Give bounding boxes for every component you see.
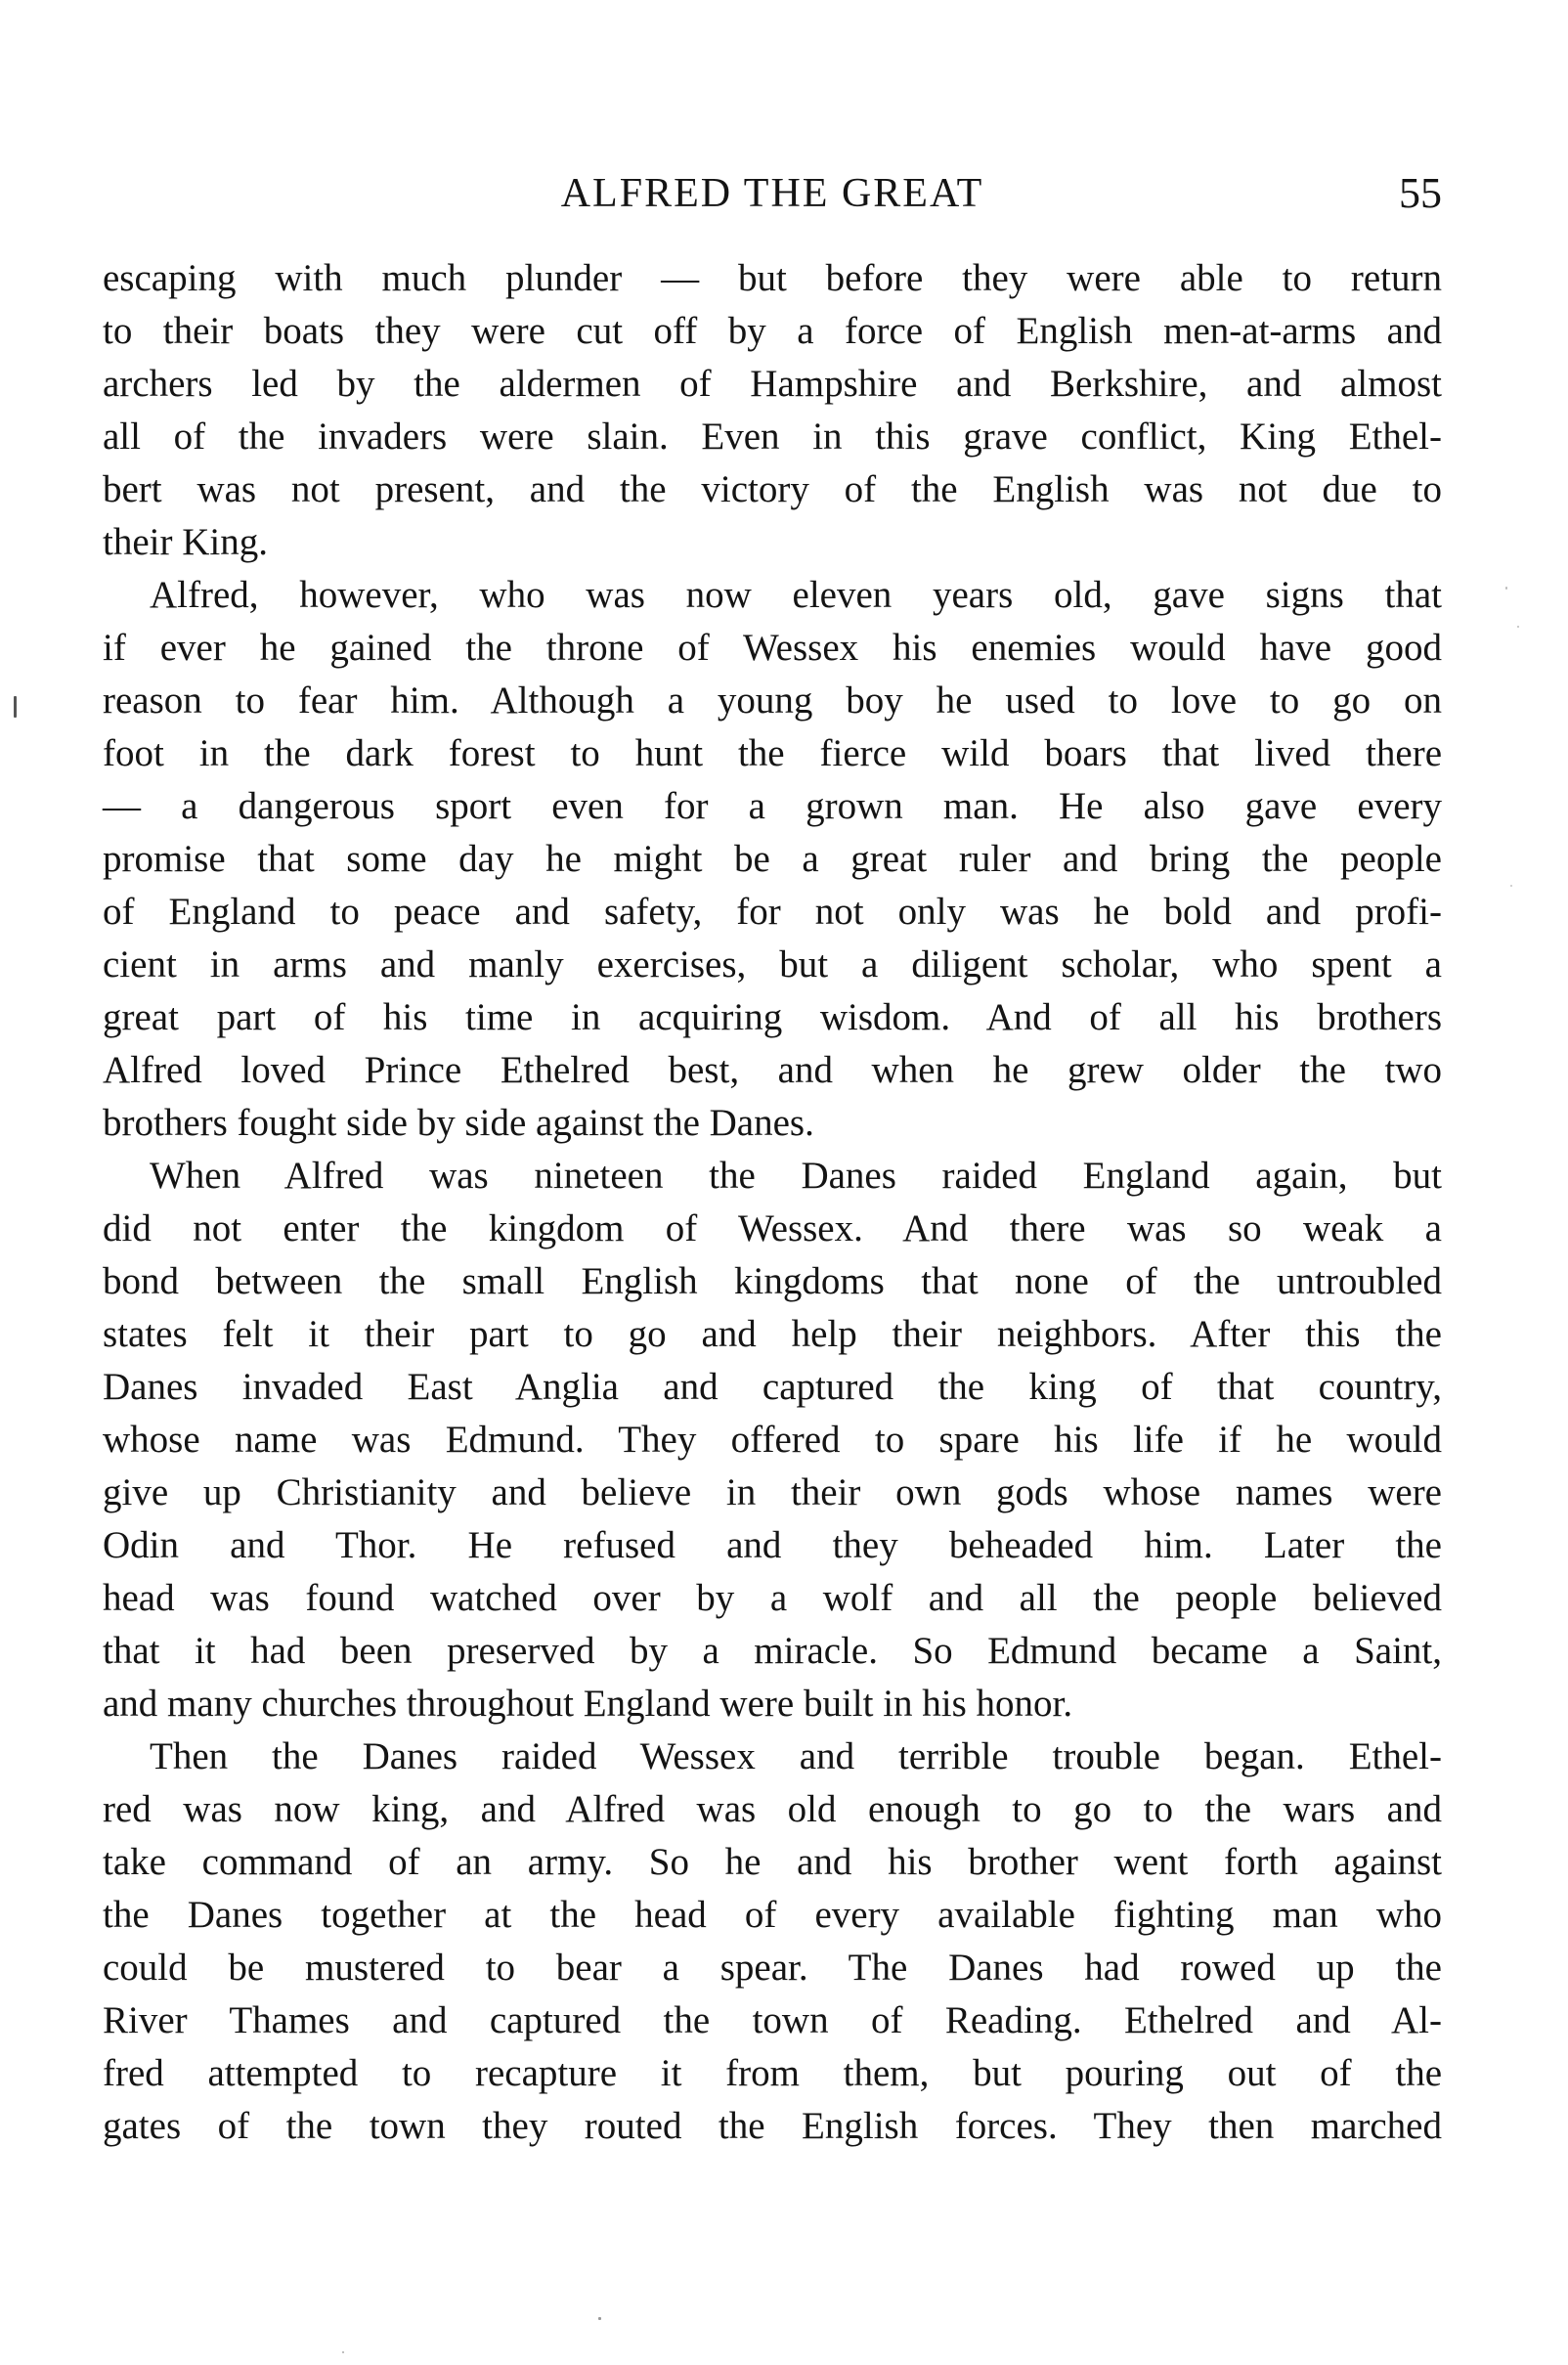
- scan-speck: [1517, 626, 1519, 628]
- page-number: 55: [1399, 169, 1442, 217]
- text-line: fred attempted to recapture it from them, but pouring out of the: [103, 2052, 1442, 2094]
- text-line: bert was not present, and the victory of the English was not due to: [103, 468, 1442, 510]
- text-line: head was found watched over by a wolf and all the people believed: [103, 1577, 1442, 1619]
- text-line: their King.: [103, 521, 268, 563]
- text-line: whose name was Edmund. They offered to spare his life if he would: [103, 1419, 1442, 1461]
- scan-speck: [342, 2351, 344, 2353]
- text-line: states felt it their part to go and help their neighbors. After this the: [103, 1313, 1442, 1355]
- text-line: take command of an army. So he and his brother went forth against: [103, 1841, 1442, 1883]
- text-line: all of the invaders were slain. Even in this grave conflict, King Ethel-: [103, 416, 1442, 458]
- running-head: [103, 164, 1442, 223]
- text-line: foot in the dark forest to hunt the fierce wild boars that lived there: [103, 732, 1442, 774]
- text-line: of England to peace and safety, for not only was he bold and profi-: [103, 891, 1442, 933]
- text-line: escaping with much plunder — but before they were able to return: [103, 257, 1442, 299]
- text-line: reason to fear him. Although a young boy he used to love to go on: [103, 679, 1442, 722]
- text-line: bond between the small English kingdoms that none of the untroubled: [103, 1260, 1442, 1302]
- text-line: great part of his time in acquiring wisdom. And of all his brothers: [103, 996, 1442, 1038]
- body-text: [103, 252, 1442, 2153]
- text-line: brothers fought side by side against the Danes.: [103, 1102, 814, 1144]
- text-line: give up Christianity and believe in their own gods whose names were: [103, 1471, 1442, 1513]
- text-line: red was now king, and Alfred was old enough to go to the wars and: [103, 1788, 1442, 1830]
- text-line: archers led by the aldermen of Hampshire and Berkshire, and almost: [103, 363, 1442, 405]
- text-line: — a dangerous sport even for a grown man. He also gave every: [103, 785, 1442, 827]
- text-line: Alfred, however, who was now eleven years old, gave signs that: [150, 574, 1442, 616]
- scan-speck: [1510, 885, 1512, 887]
- running-title: ALFRED THE GREAT: [560, 171, 984, 216]
- text-line: did not enter the kingdom of Wessex. And there was so weak a: [103, 1207, 1442, 1249]
- text-line: and many churches throughout England were built in his honor.: [103, 1683, 1073, 1725]
- text-line: to their boats they were cut off by a force of English men-at-arms and: [103, 310, 1442, 352]
- text-line: that it had been preserved by a miracle. So Edmund became a Saint,: [103, 1630, 1442, 1672]
- text-line: Alfred loved Prince Ethelred best, and when he grew older the two: [103, 1049, 1442, 1091]
- scan-speck: [598, 2317, 601, 2320]
- text-line: could be mustered to bear a spear. The Danes had rowed up the: [103, 1947, 1442, 1989]
- text-line: River Thames and captured the town of Reading. Ethelred and Al-: [103, 1999, 1442, 2041]
- text-line: gates of the town they routed the English forces. They then marched: [103, 2105, 1442, 2147]
- text-line: the Danes together at the head of every available fighting man who: [103, 1894, 1442, 1936]
- scan-speck: [1505, 587, 1507, 590]
- text-line: cient in arms and manly exercises, but a diligent scholar, who spent a: [103, 943, 1442, 985]
- text-line: promise that some day he might be a great ruler and bring the people: [103, 838, 1442, 880]
- text-line: Danes invaded East Anglia and captured the king of that country,: [103, 1366, 1442, 1408]
- text-line: if ever he gained the throne of Wessex his enemies would have good: [103, 627, 1442, 669]
- text-line: When Alfred was nineteen the Danes raided England again, but: [150, 1155, 1442, 1197]
- scan-speck: [14, 696, 17, 718]
- text-line: Then the Danes raided Wessex and terrible trouble began. Ethel-: [150, 1735, 1442, 1777]
- text-line: Odin and Thor. He refused and they beheaded him. Later the: [103, 1524, 1442, 1566]
